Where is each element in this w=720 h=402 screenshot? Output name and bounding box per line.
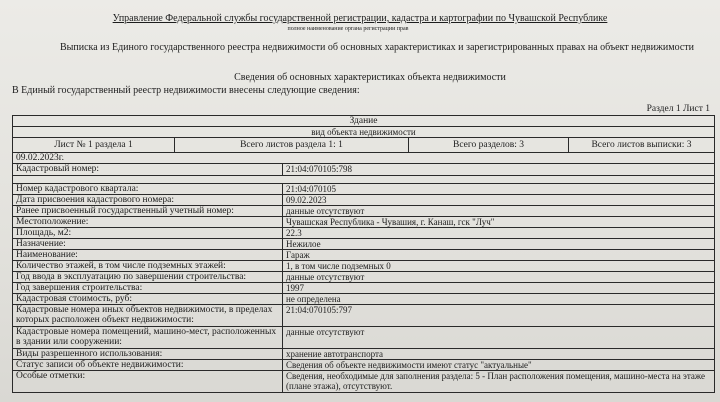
field-value: 22.3 <box>283 228 715 239</box>
field-label: Кадастровые номера иных объектов недвижимости, в пределах которых расположен объект недвижимости: <box>13 305 283 327</box>
field-label: Местоположение: <box>13 217 283 228</box>
field-row <box>13 239 715 250</box>
sheet-number: Лист № 1 раздела 1 <box>13 138 175 153</box>
field-value: хранение автотранспорта <box>283 349 715 360</box>
field-row <box>13 327 715 349</box>
field-label: Кадастровые номера помещений, машино-мест, расположенных в здании или сооружении: <box>13 327 283 349</box>
field-row <box>13 206 715 217</box>
field-label: Особые отметки: <box>13 371 283 393</box>
field-label: Виды разрешенного использования: <box>13 349 283 360</box>
object-kind-label-row <box>13 127 715 138</box>
extract-title: Выписка из Единого государственного реестра недвижимости об основных характеристиках и зарегистрированных правах на объект недвижимости <box>60 42 695 53</box>
registration-authority-caption: полное наименование органа регистрации прав <box>287 26 409 32</box>
field-row <box>13 294 715 305</box>
field-label: Ранее присвоенный государственный учетный номер: <box>13 206 283 217</box>
total-sections: Всего разделов: 3 <box>409 138 569 153</box>
field-value: 1997 <box>283 283 715 294</box>
registration-authority-title: Управление Федеральной службы государственной регистрации, кадастра и картографии по Чувашской Республике <box>112 13 608 24</box>
field-label: Статус записи об объекте недвижимости: <box>13 360 283 371</box>
field-label: Площадь, м2: <box>13 228 283 239</box>
field-label: Номер кадастрового квартала: <box>13 184 283 195</box>
field-row <box>13 305 715 327</box>
field-row <box>13 195 715 206</box>
field-row <box>13 261 715 272</box>
object-kind-label: вид объекта недвижимости <box>13 127 715 138</box>
field-label: Дата присвоения кадастрового номера: <box>13 195 283 206</box>
field-row <box>13 272 715 283</box>
field-value: Чувашская Республика - Чувашия, г. Канаш, гск "Луч" <box>283 217 715 228</box>
section-page-label: Раздел 1 Лист 1 <box>646 104 710 114</box>
field-value: 21:04:070105:797 <box>283 305 715 327</box>
object-kind-value: Здание <box>13 116 715 127</box>
field-value: 21:04:070105:798 <box>283 164 715 176</box>
field-value: Сведения, необходимые для заполнения раздела: 5 - План расположения помещения, машино-места на этаже (плане этажа), отсутствуют. <box>283 371 715 393</box>
field-value: 21:04:070105 <box>283 184 715 195</box>
field-label: Наименование: <box>13 250 283 261</box>
sheet-info-row <box>13 138 715 153</box>
spacer-cell <box>13 176 715 184</box>
total-sheets-section: Всего листов раздела 1: 1 <box>175 138 409 153</box>
field-label: Кадастровый номер: <box>13 164 283 176</box>
field-row <box>13 184 715 195</box>
characteristics-table <box>12 115 715 393</box>
field-value: 09.02.2023 <box>283 195 715 206</box>
intro-text: В Единый государственный реестр недвижимости внесены следующие сведения: <box>12 85 360 96</box>
field-label: Назначение: <box>13 239 283 250</box>
field-value: Нежилое <box>283 239 715 250</box>
field-label: Год ввода в эксплуатацию по завершении строительства: <box>13 272 283 283</box>
field-row <box>13 360 715 371</box>
field-value: 1, в том числе подземных 0 <box>283 261 715 272</box>
field-label: Кадастровая стоимость, руб: <box>13 294 283 305</box>
field-row <box>13 217 715 228</box>
field-row <box>13 283 715 294</box>
total-sheets-extract: Всего листов выписки: 3 <box>569 138 715 153</box>
date-row <box>13 153 715 164</box>
field-row <box>13 371 715 393</box>
field-value: данные отсутствуют <box>283 206 715 217</box>
field-value: Сведения об объекте недвижимости имеют статус "актуальные" <box>283 360 715 371</box>
field-value: данные отсутствуют <box>283 272 715 283</box>
field-label: Год завершения строительства: <box>13 283 283 294</box>
field-value: не определена <box>283 294 715 305</box>
field-label: Количество этажей, в том числе подземных этажей: <box>13 261 283 272</box>
object-kind-row <box>13 116 715 127</box>
field-row <box>13 228 715 239</box>
section-title: Сведения об основных характеристиках объекта недвижимости <box>234 72 506 83</box>
extract-date: 09.02.2023г. <box>13 153 715 164</box>
field-value: Гараж <box>283 250 715 261</box>
field-value: данные отсутствуют <box>283 327 715 349</box>
field-row <box>13 349 715 360</box>
spacer-row <box>13 176 715 184</box>
field-row <box>13 250 715 261</box>
cadastral-number-row <box>13 164 715 176</box>
